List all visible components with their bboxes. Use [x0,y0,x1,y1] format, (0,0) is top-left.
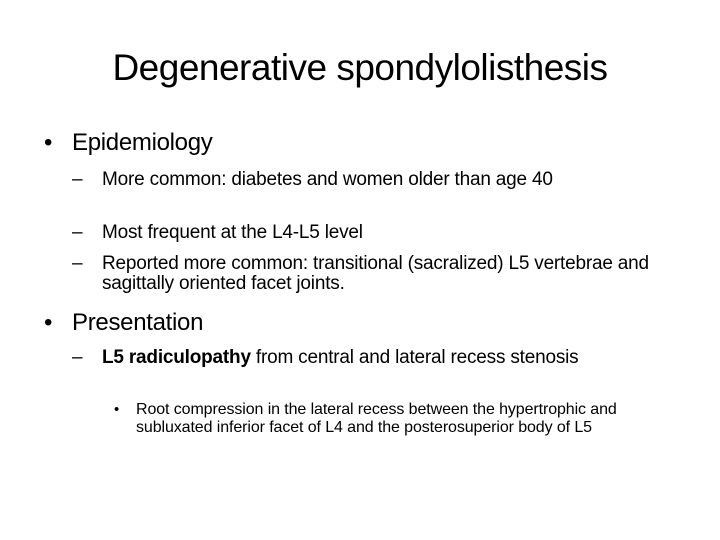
dash-icon: – [72,169,83,190]
bullet-icon: • [44,309,53,336]
dash-icon: – [72,253,83,274]
sub-bullet-text: More common: diabetes and women older than age 40 [102,169,553,190]
sub-sub-bullet-text: Root compression in the lateral recess between the hypertrophic and subluxated inferior facet of L4 and the posterosuperior body of L5 [136,401,617,436]
bullet-heading: Presentation [72,309,204,336]
dash-icon: – [72,222,83,243]
sub-bullet-item [72,253,662,294]
sub-bullet-text: Reported more common: transitional (sacralized) L5 vertebrae and sagittally oriented facet joints. [102,253,649,294]
dash-icon: – [72,347,83,368]
sub-bullet-text: from central and lateral recess stenosis [250,347,579,368]
bullet-icon: • [114,401,120,418]
bullet-epidemiology [44,129,213,157]
sub-bullet-text: Most frequent at the L4-L5 level [102,222,363,243]
bullet-presentation [44,309,204,337]
sub-sub-bullet-item [114,401,636,437]
sub-bullet-item [72,347,632,368]
sub-bullet-bold-text: L5 radiculopathy [102,347,251,368]
sub-bullet-item [72,169,662,190]
slide-title: Degenerative spondylolisthesis [112,47,608,88]
sub-bullet-item [72,222,662,243]
bullet-heading: Epidemiology [72,129,213,156]
bullet-icon: • [44,129,53,156]
